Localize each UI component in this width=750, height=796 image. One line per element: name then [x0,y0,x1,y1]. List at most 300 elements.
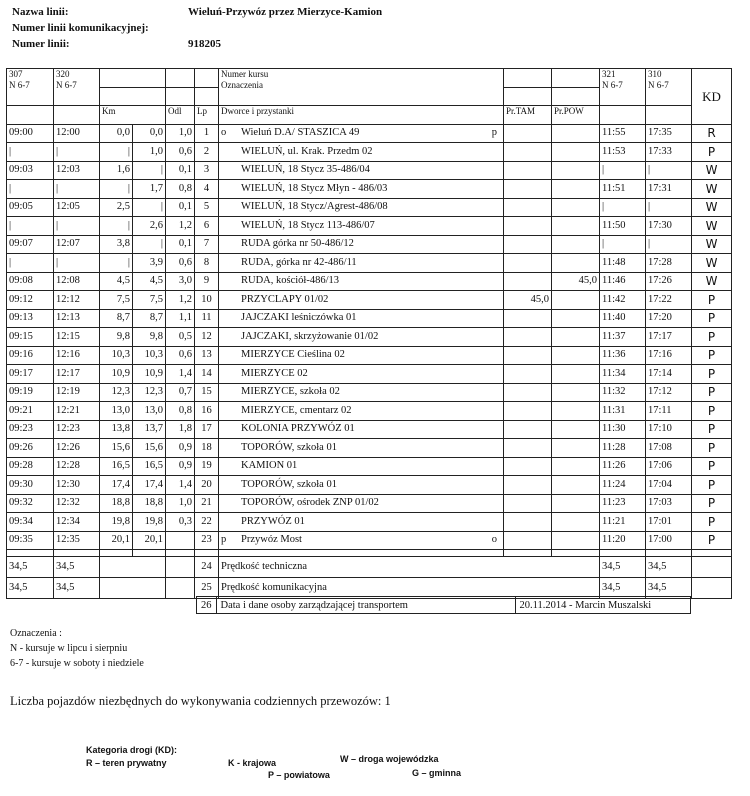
station-name [219,513,504,532]
tam-cell [504,494,552,513]
km-cell: 17,4 [100,476,133,495]
dep-time-310: 17:12 [646,383,692,402]
dep-time-320: 12:03 [54,161,100,180]
odl-cell: 1,4 [166,476,195,495]
station-prefix: p [221,534,227,546]
line-no-label: Numer linii: [12,38,70,50]
dep-time-321: 11:53 [600,143,646,162]
comm-line-label: Numer linii komunikacyjnej: [12,22,149,34]
station-label: PRZYCLAPY 01/02 [241,293,329,305]
summary-307: 34,5 [7,557,54,578]
dep-time-307: 09:26 [7,439,54,458]
kd-cell: P [692,476,732,495]
summary-lp: 25 [195,578,219,599]
table-row [7,291,732,310]
summary-blank [166,557,195,578]
dep-time-310: 17:30 [646,217,692,236]
dep-time-307: 09:15 [7,328,54,347]
kd-cell: P [692,365,732,384]
kd-cell: W [692,180,732,199]
dep-time-310: 17:20 [646,309,692,328]
table-row [7,457,732,476]
km-cell: 15,6 [100,439,133,458]
line-no: 918205 [188,38,221,50]
dep-time-321: 11:42 [600,291,646,310]
course-307-header: 307 N 6-7 [7,69,54,106]
odl-cell: 0,7 [166,383,195,402]
dep-time-310: 17:14 [646,365,692,384]
lp-cell: 3 [195,161,219,180]
station-name [219,309,504,328]
pow-cell [552,161,600,180]
pow-cell [552,420,600,439]
dep-time-320: | [54,254,100,273]
km-cell: 13,0 [100,402,133,421]
odl-cell: 0,1 [166,198,195,217]
road-category-title: Kategoria drogi (KD): [86,745,177,755]
dep-time-321: 11:20 [600,531,646,550]
table-row [7,143,732,162]
dep-time-310: | [646,161,692,180]
dep-time-307: 09:08 [7,272,54,291]
dep-time-321: 11:34 [600,365,646,384]
station-prefix: o [221,127,227,139]
dep-time-307: 09:13 [7,309,54,328]
table-row [7,198,732,217]
dep-time-320: 12:19 [54,383,100,402]
dep-time-320: 12:15 [54,328,100,347]
station-label: JAJCZAKI leśniczówka 01 [241,312,357,324]
tam-cell [504,402,552,421]
kd-cell: P [692,531,732,550]
km-cell: 12,3 [100,383,133,402]
tam-header: Pr.TAM [504,106,552,125]
km-cell: | [100,217,133,236]
lp-cell: 14 [195,365,219,384]
lp-cell: 20 [195,476,219,495]
km-cell: 10,9 [100,365,133,384]
dep-time-320: 12:13 [54,309,100,328]
km-cell: | [133,161,166,180]
dep-time-321: 11:40 [600,309,646,328]
km-cell: | [100,254,133,273]
odl-cell: 0,3 [166,513,195,532]
dep-time-307: 09:34 [7,513,54,532]
summary-321: 34,5 [600,557,646,578]
km-cell: 16,5 [100,457,133,476]
dep-time-320: 12:17 [54,365,100,384]
odl-cell: 1,4 [166,365,195,384]
tam-cell [504,328,552,347]
pow-cell [552,254,600,273]
station-label: MIERZYCE Cieślina 02 [241,349,345,361]
manager-row [196,596,691,614]
station-name [219,365,504,384]
course-321-header: 321 N 6-7 [600,69,646,106]
kd-cell: P [692,383,732,402]
station-label: PRZYWÓZ 01 [241,515,305,527]
dep-time-310: 17:35 [646,124,692,143]
pow-cell [552,328,600,347]
pow-cell [552,457,600,476]
course-320-header: 320 N 6-7 [54,69,100,106]
road-category-k: K - krajowa [228,758,277,768]
station-name [219,254,504,273]
dep-time-310: 17:26 [646,272,692,291]
dep-time-321: 11:26 [600,457,646,476]
station-label: WIELUŃ, 18 Stycz 113-486/07 [241,219,375,231]
odl-cell: 1,0 [166,494,195,513]
table-row [7,494,732,513]
dep-time-307: 09:03 [7,161,54,180]
lp-cell: 15 [195,383,219,402]
dep-time-307: 09:32 [7,494,54,513]
lp-cell: 5 [195,198,219,217]
km-cell: 0,0 [100,124,133,143]
station-label: KAMION 01 [241,460,298,472]
lp-cell: 9 [195,272,219,291]
summary-321: 34,5 [600,578,646,599]
km-cell: 10,3 [133,346,166,365]
dep-time-310: 17:01 [646,513,692,532]
station-name [219,328,504,347]
dep-time-307: 09:16 [7,346,54,365]
odl-cell: 0,1 [166,161,195,180]
odl-cell: 1,2 [166,217,195,236]
odl-cell: 3,0 [166,272,195,291]
pow-cell [552,198,600,217]
table-row [7,513,732,532]
station-name [219,235,504,254]
table-row [7,531,732,550]
summary-lp: 24 [195,557,219,578]
dep-time-320: 12:32 [54,494,100,513]
vehicles-count: Liczba pojazdów niezbędnych do wykonywania codziennych przewozów: 1 [10,694,391,708]
tam-cell [504,531,552,550]
dep-time-321: 11:30 [600,420,646,439]
station-name [219,143,504,162]
lp-cell: 18 [195,439,219,458]
road-category-g: G – gminna [412,768,462,778]
dep-time-320: 12:16 [54,346,100,365]
dep-time-321: 11:23 [600,494,646,513]
table-row [7,217,732,236]
dep-time-321: 11:55 [600,124,646,143]
station-label: WIELUŃ, 18 Stycz/Agrest-486/08 [241,201,388,213]
lp-cell: 4 [195,180,219,199]
summary-320: 34,5 [54,578,100,599]
odl-cell: 0,9 [166,439,195,458]
station-name [219,457,504,476]
dep-time-310: 17:11 [646,402,692,421]
lp-cell: 13 [195,346,219,365]
dep-time-310: 17:00 [646,531,692,550]
pow-cell [552,143,600,162]
kd-cell: W [692,217,732,236]
table-row [7,476,732,495]
km-header: Km [100,106,166,125]
summary-blank [692,557,732,578]
table-row [7,328,732,347]
kd-cell: P [692,439,732,458]
dep-time-310: 17:33 [646,143,692,162]
dep-time-307: 09:19 [7,383,54,402]
tam-cell [504,161,552,180]
dep-time-320: | [54,217,100,236]
station-label: Przywóz Most [241,534,302,546]
summary-310: 34,5 [646,557,692,578]
kd-cell: W [692,235,732,254]
odl-cell: 0,8 [166,180,195,199]
pow-cell [552,235,600,254]
summary-label: Prędkość komunikacyjna [219,578,600,599]
km-cell: 19,8 [133,513,166,532]
lp-cell: 21 [195,494,219,513]
dep-time-320: 12:34 [54,513,100,532]
km-cell: 2,5 [100,198,133,217]
pow-cell [552,402,600,421]
dep-time-321: 11:51 [600,180,646,199]
table-row [7,180,732,199]
odl-cell: 1,2 [166,291,195,310]
dep-time-321: 11:31 [600,402,646,421]
km-cell: 7,5 [133,291,166,310]
km-cell: 1,6 [100,161,133,180]
dep-time-321: 11:48 [600,254,646,273]
dep-time-307: 09:07 [7,235,54,254]
km-cell: 10,9 [133,365,166,384]
lp-cell: 1 [195,124,219,143]
km-cell: 18,8 [100,494,133,513]
station-suffix: p [491,127,497,139]
tam-cell [504,124,552,143]
dep-time-320: 12:26 [54,439,100,458]
dep-time-320: 12:21 [54,402,100,421]
station-name [219,494,504,513]
tam-cell [504,235,552,254]
pow-cell [552,309,600,328]
lp-cell: 12 [195,328,219,347]
km-cell: 12,3 [133,383,166,402]
dep-time-310: 17:28 [646,254,692,273]
kd-cell: P [692,143,732,162]
odl-cell: 0,8 [166,402,195,421]
dep-time-310: | [646,235,692,254]
km-cell: 17,4 [133,476,166,495]
station-label: MIERZYCE, szkoła 02 [241,386,340,398]
line-name-label: Nazwa linii: [12,6,69,18]
station-label: WIELUŃ, 18 Stycz 35-486/04 [241,164,370,176]
dep-time-307: 09:12 [7,291,54,310]
pow-cell [552,383,600,402]
dep-time-321: 11:24 [600,476,646,495]
kd-header: KD [692,69,732,125]
station-name [219,217,504,236]
station-suffix: o [491,534,497,546]
dep-time-310: 17:03 [646,494,692,513]
pow-cell [552,531,600,550]
km-cell: 13,8 [100,420,133,439]
dep-time-320: 12:23 [54,420,100,439]
dep-time-307: 09:05 [7,198,54,217]
pow-cell [552,217,600,236]
dep-time-321: 11:37 [600,328,646,347]
station-name [219,346,504,365]
dep-time-321: | [600,161,646,180]
lp-cell: 2 [195,143,219,162]
tam-cell [504,217,552,236]
table-row [7,365,732,384]
station-name [219,439,504,458]
station-name [219,291,504,310]
tam-cell [504,439,552,458]
summary-320: 34,5 [54,557,100,578]
tam-cell [504,513,552,532]
km-cell: 9,8 [133,328,166,347]
summary-blank [166,578,195,599]
table-row [7,346,732,365]
dep-time-321: 11:28 [600,439,646,458]
station-label: TOPORÓW, szkoła 01 [241,478,337,490]
station-name [219,531,504,550]
km-cell: 13,0 [133,402,166,421]
table-row [7,124,732,143]
km-cell: 4,5 [133,272,166,291]
dep-time-307: 09:21 [7,402,54,421]
km-cell: 20,1 [133,531,166,550]
lp-cell: 23 [195,531,219,550]
station-label: MIERZYCE 02 [241,367,308,379]
lp-cell: 16 [195,402,219,421]
odl-cell: 1,0 [166,124,195,143]
dep-time-310: 17:22 [646,291,692,310]
road-category-w: W – droga wojewódzka [340,754,439,764]
km-cell: 3,8 [100,235,133,254]
road-category-r: R – teren prywatny [86,758,167,768]
dep-time-320: 12:05 [54,198,100,217]
dep-time-320: 12:07 [54,235,100,254]
table-row [7,402,732,421]
dep-time-320: 12:35 [54,531,100,550]
kd-cell: W [692,272,732,291]
dep-time-310: 17:10 [646,420,692,439]
tam-cell [504,309,552,328]
station-name [219,383,504,402]
station-name [219,180,504,199]
station-label: MIERZYCE, cmentarz 02 [241,404,352,416]
tam-cell [504,383,552,402]
legend-n: N - kursuje w lipcu i sierpniu [10,643,128,654]
lp-cell: 6 [195,217,219,236]
kd-cell: P [692,513,732,532]
dep-time-320: 12:28 [54,457,100,476]
lp-cell: 22 [195,513,219,532]
dep-time-307: 09:30 [7,476,54,495]
lp-cell: 8 [195,254,219,273]
summary-row [7,557,732,578]
summary-blank [100,578,166,599]
lp-cell: 11 [195,309,219,328]
kd-cell: P [692,309,732,328]
station-name [219,402,504,421]
dep-time-320: 12:30 [54,476,100,495]
station-name [219,161,504,180]
pow-cell [552,513,600,532]
table-row [7,383,732,402]
lp-header: Lp [195,106,219,125]
dep-time-321: | [600,198,646,217]
course-number-header: Numer kursu Oznaczenia [219,69,504,106]
dep-time-307: 09:35 [7,531,54,550]
dep-time-320: 12:12 [54,291,100,310]
km-cell: 10,3 [100,346,133,365]
km-cell: 1,0 [133,143,166,162]
dep-time-307: | [7,217,54,236]
manager-label: Data i dane osoby zarządzającej transportem [216,597,515,614]
kd-cell: W [692,254,732,273]
kd-cell: P [692,457,732,476]
dep-time-307: | [7,143,54,162]
odl-cell: 0,9 [166,457,195,476]
kd-cell: P [692,291,732,310]
station-label: WIELUŃ, 18 Stycz Młyn - 486/03 [241,182,388,194]
dep-time-320: 12:00 [54,124,100,143]
km-cell: 4,5 [100,272,133,291]
odl-cell: 0,6 [166,143,195,162]
odl-cell: 0,6 [166,346,195,365]
dep-time-307: 09:28 [7,457,54,476]
summary-307: 34,5 [7,578,54,599]
table-row [7,309,732,328]
odl-cell: 1,8 [166,420,195,439]
km-cell: 7,5 [100,291,133,310]
dep-time-321: 11:36 [600,346,646,365]
dep-time-310: 17:16 [646,346,692,365]
pow-cell [552,476,600,495]
tam-cell [504,254,552,273]
dep-time-321: 11:21 [600,513,646,532]
odl-cell: 0,1 [166,235,195,254]
pow-cell [552,346,600,365]
dep-time-307: 09:00 [7,124,54,143]
dep-time-321: | [600,235,646,254]
summary-310: 34,5 [646,578,692,599]
station-label: TOPORÓW, szkoła 01 [241,441,337,453]
dep-time-320: | [54,180,100,199]
dep-time-307: 09:23 [7,420,54,439]
station-label: RUDA, kościół-486/13 [241,275,339,287]
km-cell: | [133,198,166,217]
dep-time-321: 11:46 [600,272,646,291]
odl-cell [166,531,195,550]
header [12,6,732,56]
line-name: Wieluń-Przywóz przez Mierzyce-Kamion [188,6,383,18]
km-cell: 15,6 [133,439,166,458]
dep-time-320: 12:08 [54,272,100,291]
station-name [219,476,504,495]
km-cell: 2,6 [133,217,166,236]
odl-cell: 0,6 [166,254,195,273]
tam-cell [504,476,552,495]
dep-time-310: 17:31 [646,180,692,199]
tam-cell [504,198,552,217]
station-label: RUDA, górka nr 42-486/11 [241,256,357,268]
summary-blank [692,578,732,599]
km-cell: 8,7 [133,309,166,328]
odl-header: Odl [166,106,195,125]
timetable [6,68,732,599]
summary-label: Prędkość techniczna [219,557,600,578]
